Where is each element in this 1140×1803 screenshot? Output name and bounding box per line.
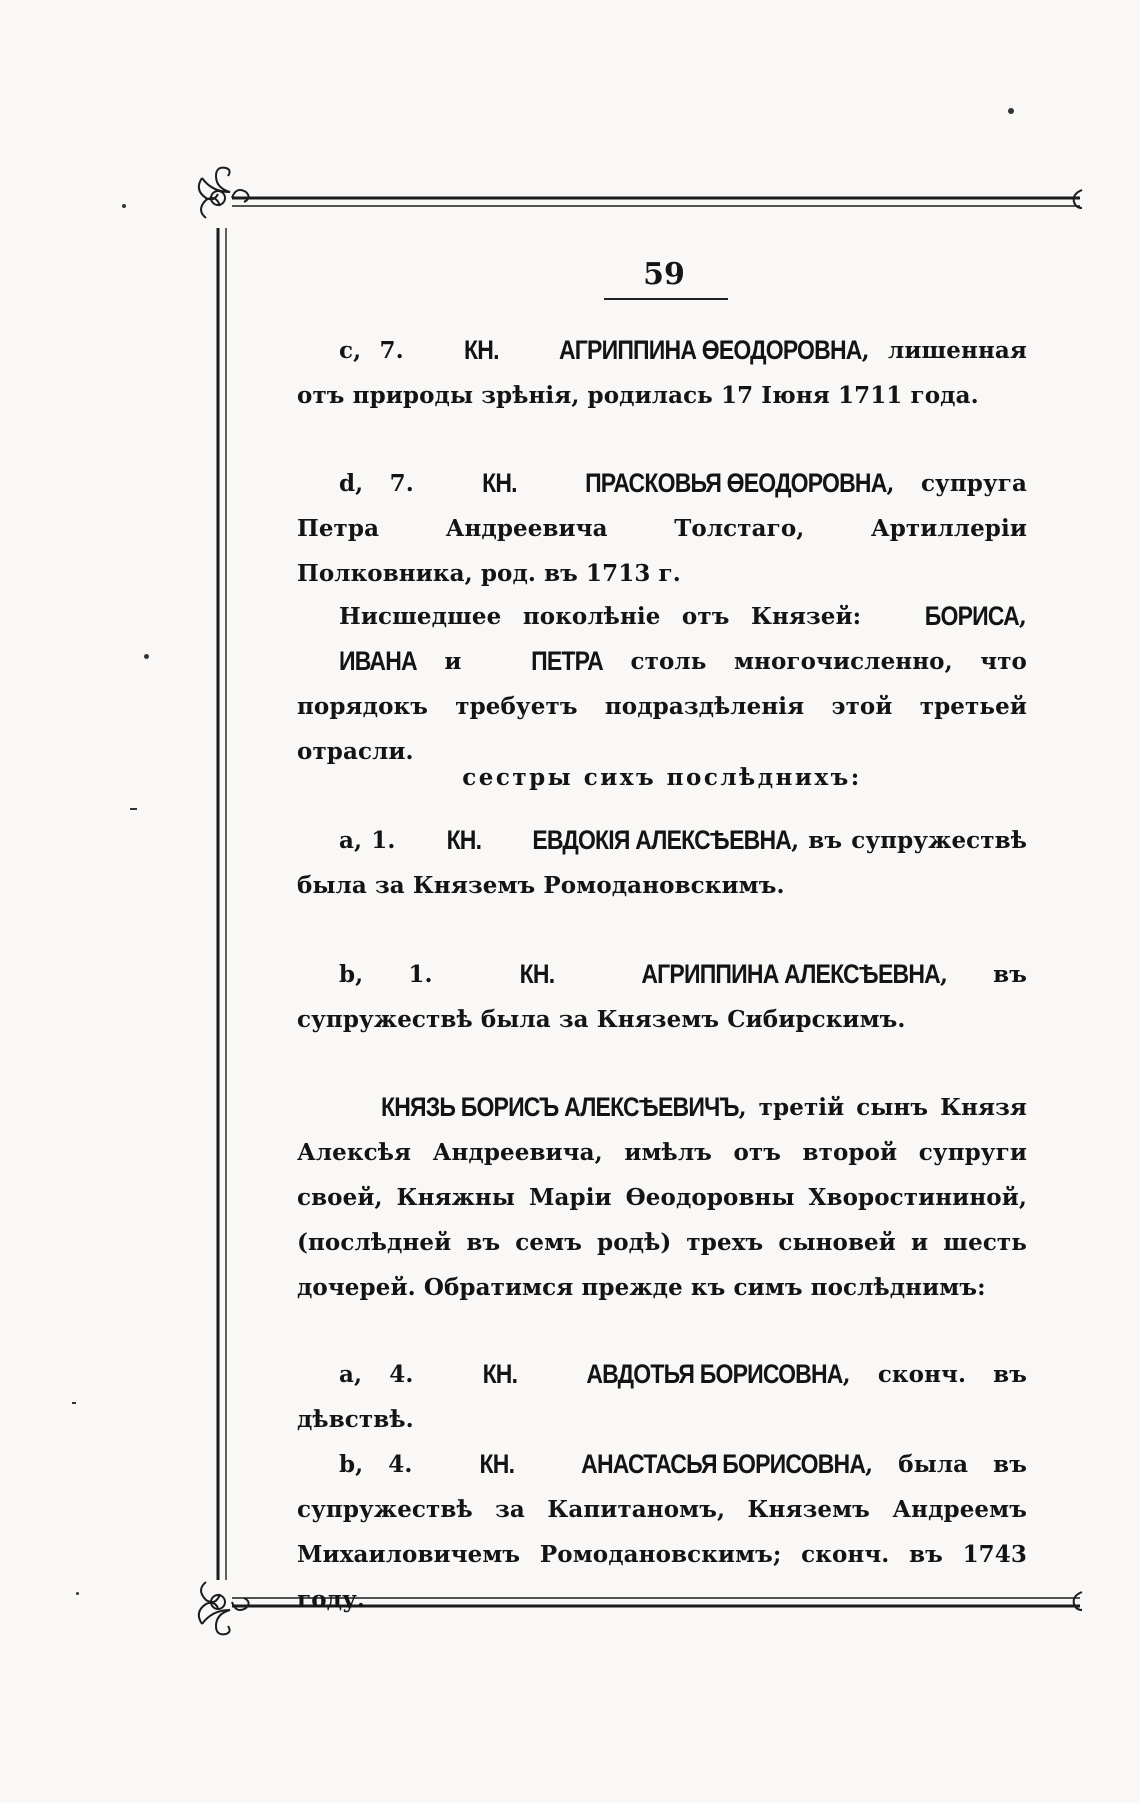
person-title: КН. [482,467,517,498]
sister-a1 [297,818,1027,908]
speck [144,654,149,659]
person-name: АВДОТЬЯ БОРИСОВНА [586,1358,843,1389]
person-name: КНЯЗЬ БОРИСЪ АЛЕКСѢЕВИЧЪ [381,1091,739,1122]
entry-lead: a, 1. [339,827,405,854]
descent-separator: и [416,648,490,675]
daughter-b4 [297,1442,1027,1622]
person-title: КН. [479,1448,515,1479]
sister-b1 [297,952,1027,1042]
person-name: ЕВДОКІЯ АЛЕКСѢЕВНА [532,824,792,855]
entry-lead: d, 7. [339,470,441,497]
person-name: БОРИСА [924,600,1019,631]
entry-text: , лишенная отъ природы зрѣнія, родилась 17 Іюня 1711 года. [297,337,1027,409]
descent-text: столь многочисленно, что порядокъ требуетъ подраздѣленія этой третьей отрасли. [297,648,1028,765]
entry-lead: c, 7. [339,337,423,364]
speck [130,808,137,810]
descent-paragraph [297,594,1027,774]
corner-flourish-bottom-left [199,1582,249,1634]
speck [76,1592,79,1595]
entry-d [297,461,1027,596]
person-name: ИВАНА [339,645,417,676]
person-title: КН. [464,334,499,365]
person-title: КН. [519,958,555,989]
entry-text: , въ супружествѣ была за Княземъ Ромодановскимъ. [297,827,1027,899]
person-name: АНАСТАСЬЯ БОРИСОВНА [581,1448,866,1479]
person-name: АГРИППИНА АЛЕКСѢЕВНА [641,958,940,989]
entry-text: , сконч. въ дѣвствѣ. [297,1361,1027,1433]
corner-flourish-top-left [199,168,249,218]
entry-c [297,328,1027,418]
entry-text: , была въ супружествѣ за Капитаномъ, Княземъ Андреемъ Михаиловичемъ Ромодановскимъ; сконч. въ 1743 году. [297,1451,1027,1613]
entry-text: , въ супружествѣ была за Княземъ Сибирскимъ. [297,961,1027,1033]
entry-text: , третій сынъ Князя Алексѣя Андреевича, имѣлъ отъ второй супруги своей, Княжны Маріи Өеодоровны Хворостининой, (послѣдней въ семъ родѣ) трехъ сыновей и шесть дочерей. Обратимся прежде къ симъ послѣднимъ: [297,1094,1027,1301]
speck [122,204,126,208]
daughter-a4 [297,1352,1027,1442]
person-name: ПЕТРА [531,645,603,676]
person-title: КН. [446,824,482,855]
page-number: 59 [643,257,685,292]
entry-lead: a, 4. [339,1361,441,1388]
person-name: АГРИППИНА ӨЕОДОРОВНА [559,334,862,365]
entry-text: , супруга Петра Андреевича Толстаго, Артиллеріи Полковника, род. въ 1713 г. [297,470,1028,587]
person-title: КН. [482,1358,518,1389]
descent-text: Нисшедшее поколѣніе отъ Князей: [339,603,883,630]
descent-separator: , [1018,603,1027,630]
page-number-rule [604,298,728,300]
entry-lead: b, 4. [339,1451,438,1478]
speck [72,1402,76,1404]
entry-lead: b, 1. [339,961,478,988]
speck [1008,108,1014,114]
person-name: ПРАСКОВЬЯ ӨЕОДОРОВНА [585,467,887,498]
boris-paragraph [297,1085,1027,1310]
sisters-heading: сестры сихъ послѣднихъ: [462,764,862,791]
